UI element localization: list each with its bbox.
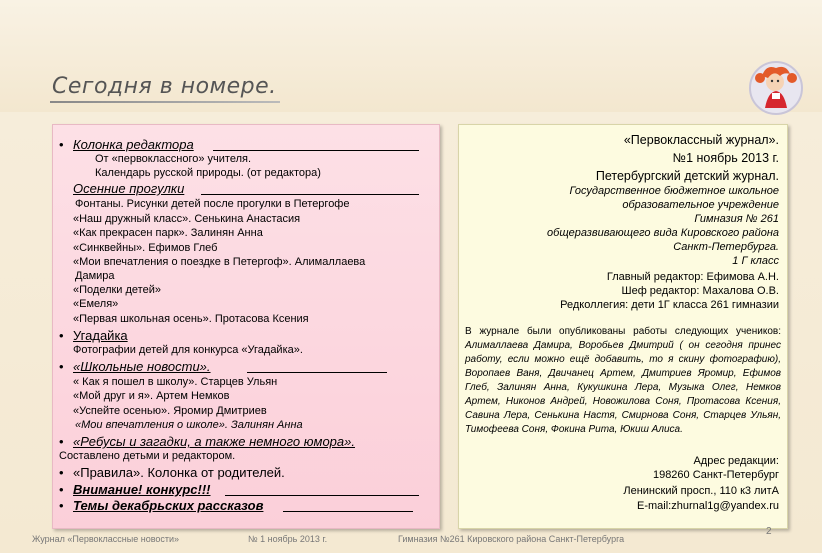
contents-panel xyxy=(52,124,440,529)
list-item: «Мои впечатления о поездке в Петергоф». Алималлаева xyxy=(73,256,366,268)
address-label: Адрес редакции: xyxy=(693,455,779,467)
works-intro: В журнале были опубликованы работы следующих учеников: xyxy=(465,326,781,337)
fill-line xyxy=(201,194,419,195)
editor-column-item: • Колонка редактора xyxy=(59,137,194,152)
guess-item: • Угадайка xyxy=(59,328,128,343)
themes-heading: Темы декабрьских рассказов xyxy=(73,498,264,513)
journal-info-panel xyxy=(458,124,788,529)
rules-item: • «Правила». Колонка от родителей. xyxy=(59,465,285,480)
editor-column-heading: Колонка редактора xyxy=(73,137,194,152)
guess-heading: Угадайка xyxy=(73,328,128,343)
school-news-heading: «Школьные новости». xyxy=(73,359,211,374)
list-item: «Мои впечатления о школе». Залинян Анна xyxy=(75,419,303,431)
contest-heading: Внимание! конкурс!!! xyxy=(73,482,211,497)
school-line: Государственное бюджетное школьное xyxy=(569,185,779,197)
list-item: Фотографии детей для конкурса «Угадайка». xyxy=(73,344,303,356)
list-item: «Поделки детей» xyxy=(73,284,161,296)
list-item: «Емеля» xyxy=(73,298,119,310)
list-item: «Как прекрасен парк». Залинян Анна xyxy=(73,227,263,239)
city-journal: Петербургский детский журнал. xyxy=(595,169,779,183)
contest-item: • Внимание! конкурс!!! xyxy=(59,482,211,497)
address-line: Ленинский просп., 110 к3 литА xyxy=(623,485,779,497)
fill-line xyxy=(247,372,387,373)
list-item: Календарь русской природы. (от редактора) xyxy=(95,167,321,179)
journal-name: «Первоклассный журнал». xyxy=(623,133,779,147)
list-item: От «первоклассного» учителя. xyxy=(95,153,251,165)
footer-school: Гимназия №261 Кировского района Санкт-Петербурга xyxy=(398,534,625,544)
issue-info: №1 ноябрь 2013 г. xyxy=(672,151,779,165)
page-title: Сегодня в номере. xyxy=(52,74,277,99)
autumn-walks-heading: Осенние прогулки xyxy=(73,181,185,196)
school-line: общеразвивающего вида Кировского района xyxy=(547,227,779,239)
list-item: «Наш дружный класс». Сенькина Анастасия xyxy=(73,213,301,225)
school-line: образовательное учреждение xyxy=(622,199,779,211)
editorial-board: Редколлегия: дети 1Г класса 261 гимназии xyxy=(560,299,779,311)
list-item: «Мой друг и я». Артем Немков xyxy=(73,390,230,402)
managing-editor: Шеф редактор: Махалова О.В. xyxy=(621,285,779,297)
fill-line xyxy=(225,495,419,496)
works-paragraph xyxy=(465,325,781,437)
themes-item: • Темы декабрьских рассказов xyxy=(59,498,264,513)
chief-editor: Главный редактор: Ефимова А.Н. xyxy=(606,271,779,283)
footer-issue: № 1 ноябрь 2013 г. xyxy=(248,534,328,544)
rules-text: «Правила». Колонка от родителей. xyxy=(73,465,285,480)
girl-logo-icon xyxy=(748,60,804,116)
footer-journal: Журнал «Первоклассные новости» xyxy=(32,534,180,544)
school-line: Санкт-Петербурга. xyxy=(673,241,779,253)
works-list: Алималлаева Дамира, Воробьев Дмитрий ( он сегодня принес работу, если можно ещё добавить, то я скину фотографию), Воропаев Ваня, Двичанец Артем, Дмитриев Яромир, Ефимов Глеб, Залинян Анна, Кукушкина Лера, Музыка Олег, Немков Артем, Никонов Андрей, Новожилова Соня, Протасова Ксения, Савина Лера, Сенькина Настя, Смирнова Соня, Старцев Ульян, Тимофеева Соня, Фокина Рита, Юкиш Алиса. xyxy=(465,340,781,435)
list-item: Дамира xyxy=(75,270,115,282)
fill-line xyxy=(213,150,419,151)
list-item: Составлено детьми и редактором. xyxy=(59,450,236,462)
school-line: Гимназия № 261 xyxy=(694,213,779,225)
page-number: 2 xyxy=(766,526,772,537)
list-item: « Как я пошел в школу». Старцев Ульян xyxy=(73,376,278,388)
list-item: «Успейте осенью». Яромир Дмитриев xyxy=(73,405,267,417)
puzzles-item: • «Ребусы и загадки, а также немного юмора». xyxy=(59,434,355,449)
puzzles-heading: «Ребусы и загадки, а также немного юмора». xyxy=(73,434,355,449)
list-item: «Синквейны». Ефимов Глеб xyxy=(73,242,218,254)
title-underline xyxy=(50,101,280,103)
email-link[interactable]: E-mail:zhurnal1g@yandex.ru xyxy=(636,500,779,512)
address-line: 198260 Санкт-Петербург xyxy=(652,469,779,481)
school-line: 1 Г класс xyxy=(732,255,779,267)
school-news-item: • «Школьные новости». xyxy=(59,359,211,374)
fill-line xyxy=(283,511,413,512)
list-item: «Первая школьная осень». Протасова Ксения xyxy=(73,313,309,325)
list-item: Фонтаны. Рисунки детей после прогулки в Петергофе xyxy=(75,198,350,210)
